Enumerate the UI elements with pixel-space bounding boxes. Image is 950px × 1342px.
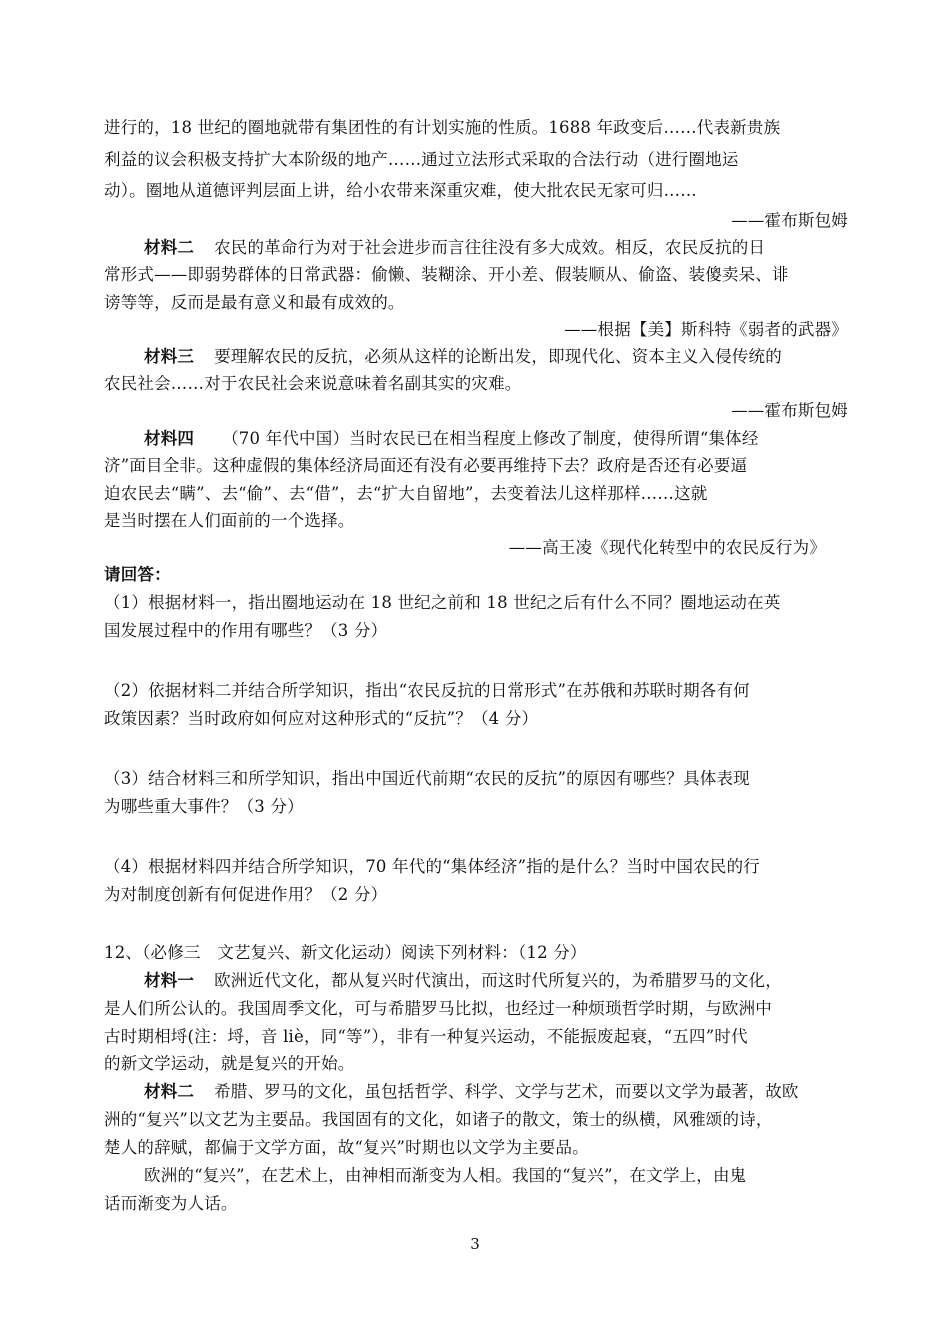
material4-line-3: 迫农民去“瞒”、去“偷”、去“借”，去“扩大自留地”，去变着法儿这样那样……这就 <box>104 484 708 503</box>
material2-line-3: 谤等等，反而是最有意义和最有成效的。 <box>104 293 405 312</box>
material3-label: 材料三 <box>144 347 195 366</box>
q12-material1-line-3: 古时期相埒(注：埒，音 liè，同“等”），非有一种复兴运动，不能振废起衰，“五四”时代 <box>104 1027 748 1046</box>
material2-first-line <box>104 237 848 259</box>
material2-label: 材料二 <box>144 238 195 257</box>
material1-line-1: 进行的，18 世纪的圈地就带有集团性的有计划实施的性质。1688 年政变后……代表新贵族 <box>104 118 781 137</box>
material3-text: 要理解农民的反抗，必须从这样的论断出发，即现代化、资本主义入侵传统的 <box>214 347 782 366</box>
answer-prompt: 请回答： <box>104 565 171 584</box>
material4-label: 材料四 <box>144 429 195 448</box>
page-number: 3 <box>470 1235 480 1253</box>
material4-first-line <box>104 428 848 450</box>
material1-line-3: 动）。圈地从道德评判层面上讲，给小农带来深重灾难，使大批农民无家可归…… <box>104 181 697 200</box>
question-4-line-1: （4）根据材料四并结合所学知识，70 年代的“集体经济”指的是什么？当时中国农民的行 <box>104 857 761 876</box>
material3-source: ——霍布斯包姆 <box>731 401 848 420</box>
question-3-line-2: 为哪些重大事件？（3 分） <box>104 797 304 816</box>
material1-line-2: 利益的议会积极支持扩大本阶级的地产……通过立法形式采取的合法行动（进行圈地运 <box>104 150 739 169</box>
material2-source: ——根据【美】斯科特《弱者的武器》 <box>564 320 848 339</box>
material4-text: （70 年代中国）当时农民已在相当程度上修改了制度，使得所谓“集体经 <box>222 429 759 448</box>
question-4-line-2: 为对制度创新有何促进作用？（2 分） <box>104 885 388 904</box>
q12-material1-line-4: 的新文学运动，就是复兴的开始。 <box>104 1054 355 1073</box>
material3-first-line <box>104 346 848 368</box>
material2-text: 农民的革命行为对于社会进步而言往往没有多大成效。相反，农民反抗的日 <box>214 238 766 257</box>
question-1-line-2: 国发展过程中的作用有哪些？（3 分） <box>104 621 388 640</box>
q12-material2-line-2: 洲的“复兴”以文艺为主要品。我国固有的文化，如诸子的散文，策士的纵横，风雅颂的诗， <box>104 1110 773 1129</box>
question-2-line-1: （2）依据材料二并结合所学知识，指出“农民反抗的日常形式”在苏俄和苏联时期各有何 <box>104 681 750 700</box>
question-3-line-1: （3）结合材料三和所学知识，指出中国近代前期“农民的反抗”的原因有哪些？具体表现 <box>104 769 750 788</box>
question-2-line-2: 政策因素？当时政府如何应对这种形式的“反抗”？（4 分） <box>104 709 539 728</box>
question-1-line-1: （1）根据材料一，指出圈地运动在 18 世纪之前和 18 世纪之后有什么不同？圈地运动在英 <box>104 593 781 612</box>
material2-line-2: 常形式——即弱势群体的日常武器：偷懒、装糊涂、开小差、假装顺从、偷盗、装傻卖呆、诽 <box>104 265 789 284</box>
material4-source: ——高王凌《现代化转型中的农民反行为》 <box>508 538 826 557</box>
q12-material1-first-line <box>104 970 848 992</box>
question-12-heading: 12、（必修三 文艺复兴、新文化运动）阅读下列材料：（12 分） <box>104 943 587 962</box>
q12-material2-para2-line-1: 欧洲的“复兴”，在艺术上，由神相而渐变为人相。我国的“复兴”，在文学上，由鬼 <box>144 1166 747 1185</box>
material3-line-2: 农民社会……对于农民社会来说意味着名副其实的灾难。 <box>104 374 522 393</box>
q12-material2-line-3: 楚人的辞赋，都偏于文学方面，故“复兴”时期也以文学为主要品。 <box>104 1138 589 1157</box>
q12-material2-label: 材料二 <box>144 1082 195 1101</box>
q12-material1-line-2: 是人们所公认的。我国周季文化，可与希腊罗马比拟，也经过一种烦琐哲学时期，与欧洲中 <box>104 999 772 1018</box>
material1-source: ——霍布斯包姆 <box>731 211 848 230</box>
q12-material2-para2-line-2: 话而渐变为人话。 <box>104 1194 238 1213</box>
q12-material1-label: 材料一 <box>144 971 195 990</box>
q12-material1-text: 欧洲近代文化，都从复兴时代演出，而这时代所复兴的，为希腊罗马的文化， <box>214 971 782 990</box>
material4-line-2: 济”面目全非。这种虚假的集体经济局面还有没有必要再维持下去？政府是否还有必要逼 <box>104 456 748 475</box>
q12-material2-first-line <box>104 1081 848 1103</box>
material4-line-4: 是当时摆在人们面前的一个选择。 <box>104 511 355 530</box>
q12-material2-text: 希腊、罗马的文化，虽包括哲学、科学、文学与艺术，而要以文学为最著，故欧 <box>214 1082 799 1101</box>
